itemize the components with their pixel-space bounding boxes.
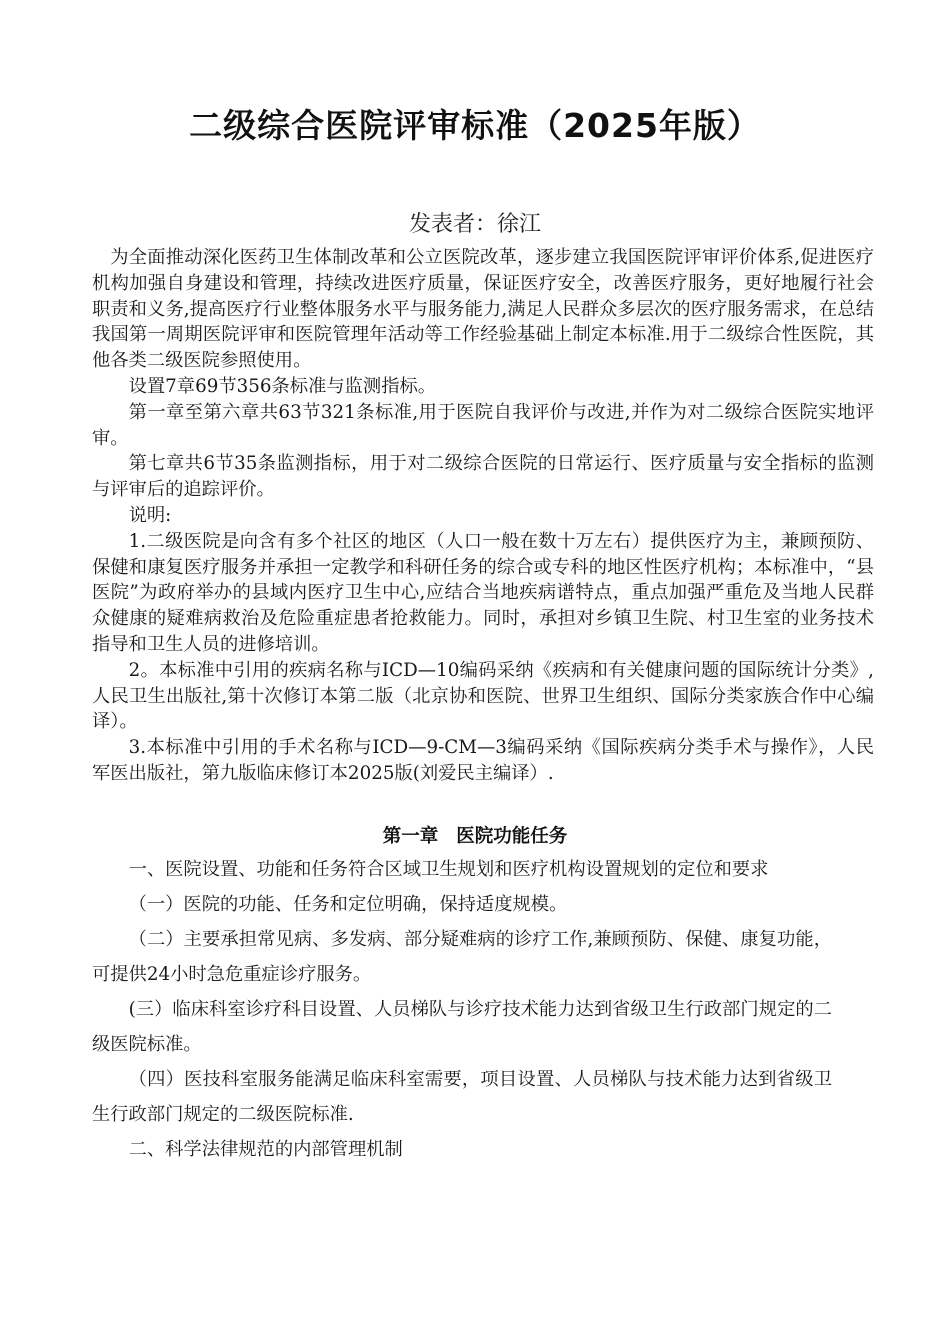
intro-paragraph: 设置7章69节356条标准与监测指标。 <box>128 375 437 397</box>
intro-paragraph: 为全面推动深化医药卫生体制改革和公立医院改革，逐步建立我国医院评审评价体系,促进医疗机构加强自身建设和管理，持续改进医疗质量，保证医疗安全，改善医疗服务，更好地履行社会职责和义务,提高医疗行业整体服务水平与服务能力,满足人民群众多层次的医疗服务需求，在总结我国第一周期医院评审和医院管理年活动等工作经验基础上制定本标准.用于二级综合性医院，其他各类二级医院参照使用。 <box>92 247 874 372</box>
section-item: （四）医技科室服务能满足临床科室需要，项目设置、人员梯队与技术能力达到省级卫生行政部门规定的二级医院标准. <box>92 1069 832 1125</box>
chapter-heading <box>0 822 950 848</box>
chapter-name: 医院功能任务 <box>456 826 568 847</box>
section-item: (三）临床科室诊疗科目设置、人员梯队与诊疗技术能力达到省级卫生行政部门规定的二级医院标准。 <box>92 999 832 1055</box>
intro-paragraph: 第一章至第六章共63节321条标准,用于医院自我评价与改进,并作为对二级综合医院实地评审。 <box>92 401 874 449</box>
document-title: 二级综合医院评审标准（2025年版） <box>189 106 761 145</box>
section-heading: 二、科学法律规范的内部管理机制 <box>128 1139 403 1160</box>
intro-section <box>92 245 874 787</box>
chapter-number: 第一章 <box>382 826 439 847</box>
section-item: （一）医院的功能、任务和定位明确，保持适度规模。 <box>128 894 568 915</box>
note-item: 1.二级医院是向含有多个社区的地区（人口一般在数十万左右）提供医疗为主，兼顾预防、保健和康复医疗服务并承担一定教学和科研任务的综合或专科的地区性医疗机构；本标准中，“县医院”为政府举办的县域内医疗卫生中心,应结合当地疾病谱特点，重点加强严重危及当地人民群众健康的疑难病救治及危险重症患者抢救能力。同时，承担对乡镇卫生院、村卫生室的业务技术指导和卫生人员的进修培训。 <box>92 530 874 655</box>
note-item: 2。本标准中引用的疾病名称与ICD—10编码采纳《疾病和有关健康问题的国际统计分类》,人民卫生出版社,第十次修订本第二版（北京协和医院、世界卫生组织、国际分类家族合作中心编译）。 <box>92 659 874 733</box>
intro-paragraph: 第七章共6节35条监测指标，用于对二级综合医院的日常运行、医疗质量与安全指标的监测与评审后的追踪评价。 <box>92 453 874 501</box>
section-item: （二）主要承担常见病、多发病、部分疑难病的诊疗工作,兼顾预防、保健、康复功能，可提供24小时急危重症诊疗服务。 <box>92 929 832 985</box>
author-line: 发表者：徐江 <box>408 212 541 237</box>
section-heading: 一、医院设置、功能和任务符合区域卫生规划和医疗机构设置规划的定位和要求 <box>128 859 769 880</box>
notes-heading: 说明: <box>128 504 172 526</box>
note-item: 3.本标准中引用的手术名称与ICD—9-CM—3编码采纳《国际疾病分类手术与操作》，人民军医出版社，第九版临床修订本2025版(刘爱民主编译）. <box>92 737 874 784</box>
chapter-body <box>92 852 832 1167</box>
